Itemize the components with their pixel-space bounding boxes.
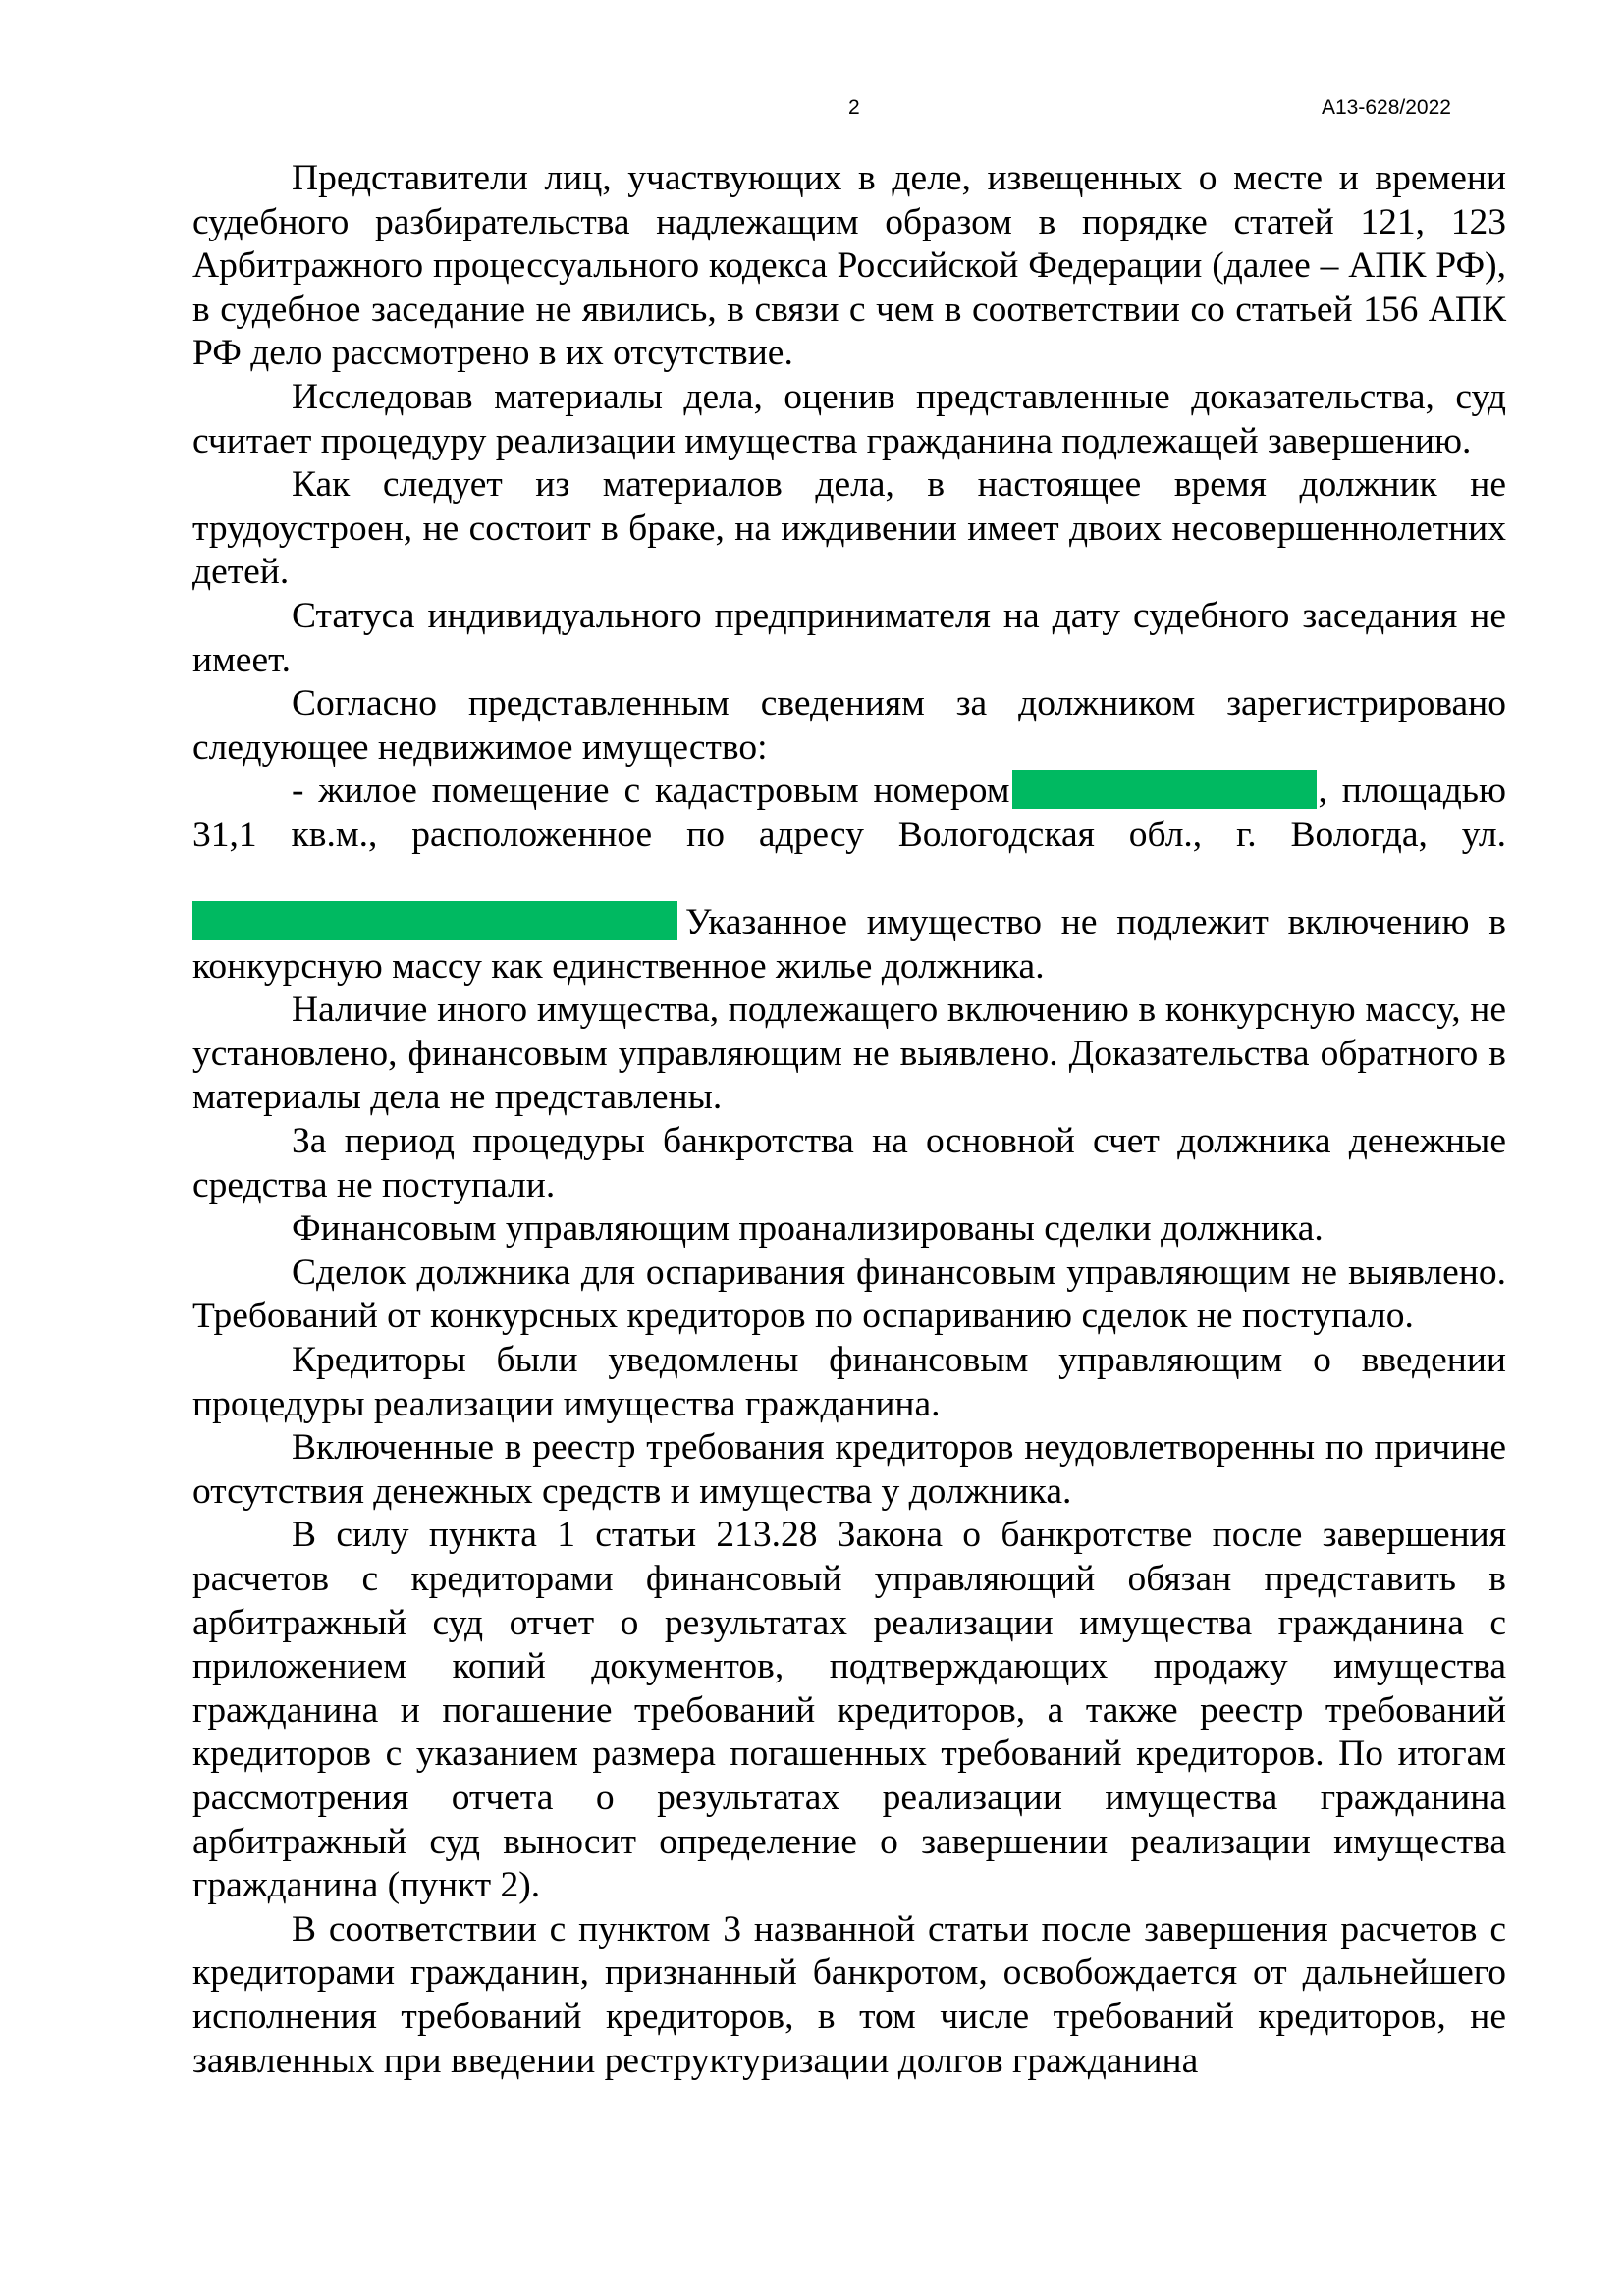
property-text-part2: , площадью 31,1 кв.м., расположенное по адресу Вологодская обл., г. Вологда, ул. [192, 771, 1507, 855]
case-number: А13-628/2022 [1322, 96, 1451, 119]
paragraph-representatives: Представители лиц, участвующих в деле, извещенных о месте и времени судебного разбирательства надлежащим образом в порядке статей 121, 123 Арбитражного процессуального кодекса Российской Федерации (далее – АПК РФ), в судебное заседание не явились, в связи с чем в соответствии со статьей 156 АПК РФ дело рассмотрено в их отсутствие. [192, 158, 1506, 374]
document-body [192, 157, 1506, 2083]
paragraph-transactions-challenge: Сделок должника для оспаривания финансовым управляющим не выявлено. Требований от конкурсных кредиторов по оспариванию сделок не поступало. [192, 1252, 1506, 1337]
paragraph-article-213-28-p1: В силу пункта 1 статьи 213.28 Закона о банкротстве после завершения расчетов с кредиторами финансовый управляющий обязан представить в арбитражный суд отчет о результатах реализации имущества гражданина с приложением копий документов, подтверждающих продажу имущества гражданина и погашение требований кредиторов, а также реестр требований кредиторов с указанием размера погашенных требований кредиторов. По итогам рассмотрения отчета о результатах реализации имущества гражданина арбитражный суд выносит определение о завершении реализации имущества гражданина (пункт 2). [192, 1515, 1506, 1906]
paragraph-claims-unsatisfied: Включенные в реестр требования кредиторов неудовлетворенны по причине отсутствия денежных средств и имущества у должника. [192, 1427, 1506, 1512]
paragraph-transactions-analyzed: Финансовым управляющим проанализированы сделки должника. [292, 1208, 1324, 1250]
page-number: 2 [848, 96, 860, 119]
paragraph-court-assessment: Исследовав материалы дела, оценив представленные доказательства, суд считает процедуру реализации имущества гражданина подлежащей завершению. [192, 376, 1506, 461]
paragraph-residential-premises [192, 770, 1506, 988]
redacted-cadastral-number [1012, 770, 1317, 809]
property-text-part3: Указанное имущество не подлежит включению в конкурсную массу как единственное жилье должника. [192, 902, 1506, 987]
paragraph-other-property: Наличие иного имущества, подлежащего включению в конкурсную массу, не установлено, финансовым управляющим не выявлено. Доказательства обратного в материалы дела не представлены. [192, 989, 1506, 1118]
paragraph-creditors-notified: Кредиторы были уведомлены финансовым управляющим о введении процедуры реализации имущества гражданина. [192, 1340, 1506, 1424]
paragraph-account-funds: За период процедуры банкротства на основной счет должника денежные средства не поступали. [192, 1121, 1506, 1205]
paragraph-entrepreneur-status: Статуса индивидуального предпринимателя на дату судебного заседания не имеет. [192, 595, 1506, 680]
line-filler [192, 889, 1506, 890]
paragraph-article-213-28-p3: В соответствии с пунктом 3 названной статьи после завершения расчетов с кредиторами гражданин, признанный банкротом, освобождается от дальнейшего исполнения требований кредиторов, в том числе требований кредиторов, не заявленных при введении реструктуризации долгов гражданина [192, 1908, 1506, 2081]
paragraph-debtor-status: Как следует из материалов дела, в настоящее время должник не трудоустроен, не состоит в браке, на иждивении имеет двоих несовершеннолетних детей. [192, 464, 1506, 593]
paragraph-registered-property: Согласно представленным сведениям за должником зарегистрировано следующее недвижимое имущество: [192, 683, 1506, 768]
property-text-part1: - жилое помещение с кадастровым номером [292, 771, 1010, 812]
redacted-street-address [192, 901, 677, 940]
